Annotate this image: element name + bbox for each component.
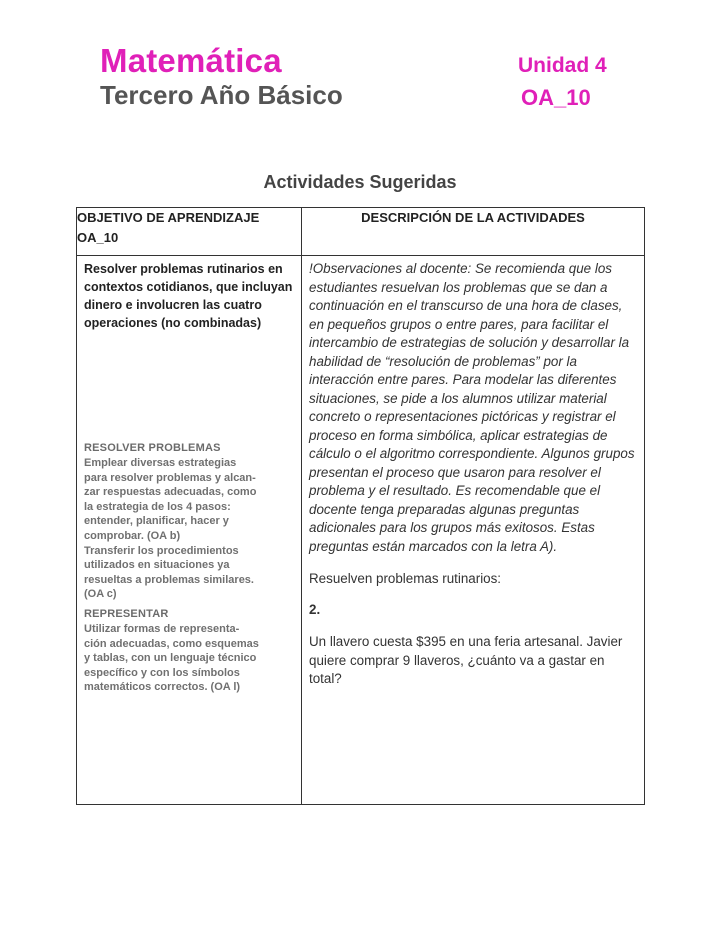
subject-title: Matemática	[100, 42, 282, 79]
skill-representar	[84, 606, 293, 695]
description-column-header: DESCRIPCIÓN DE LA ACTIVIDADES	[302, 208, 645, 256]
objective-cell	[77, 256, 302, 805]
skills-box	[77, 440, 301, 695]
skill-title: RESOLVER PROBLEMAS	[84, 442, 221, 454]
skill-text: Utilizar formas de representa- ción adecuadas, como esquemas y tablas, con un lenguaje técnico específico y con los símbolos matemáticos correctos. (OA l)	[84, 622, 259, 694]
problem-text: Un llavero cuesta $395 en una feria artesanal. Javier quiere comprar 9 llaveros, ¿cuánto va a gastar en total?	[309, 634, 623, 686]
grade-subtitle: Tercero Año Básico	[100, 80, 343, 110]
description-cell	[302, 256, 645, 805]
problem-number: 2.	[309, 602, 321, 617]
table-header-row	[77, 208, 645, 256]
unit-label: Unidad 4	[518, 54, 607, 77]
activities-table	[76, 207, 645, 805]
skill-resolver-problemas	[84, 440, 293, 602]
objective-column-header: OBJETIVO DE APRENDIZAJE OA_10	[77, 208, 302, 256]
teacher-observations: !Observaciones al docente: Se recomienda que los estudiantes resuelvan los problemas que se dan a continuación en el transcurso de una hora de clases, en pequeños grupos o entre pares, para facilitar el intercambio de estrategias de solución y desarrollar la habilidad de “resolución de problemas” por la interacción entre pares. Para modelar las diferentes situaciones, se pide a los alumnos utilizar material concreto o representaciones pictóricas y registrar el proceso en forma simbólica, aplicar estrategias de cálculo o el algoritmo correspondiente. Algunos grupos presentan el proceso que usaron para resolver el problema y el resultado. Es recomendable que el docente tenga preparadas algunas preguntas adicionales para los grupos más exitosos. Estas preguntas están marcados con la letra A).	[309, 261, 635, 554]
section-heading: Actividades Sugeridas	[263, 172, 457, 192]
objective-code: OA_10	[521, 85, 591, 110]
skill-text: Emplear diversas estrategias para resolver problemas y alcan- zar respuestas adecuadas, como la estrategia de los 4 pasos: entender, planificar, hacer y comprobar. (OA b) Transferir los procedimientos utilizados en situaciones ya resueltas a problemas similares. (OA c)	[84, 457, 257, 601]
activity-prompt: Resuelven problemas rutinarios:	[309, 571, 502, 586]
table-row	[77, 256, 645, 805]
objective-text: Resolver problemas rutinarios en contextos cotidianos, que incluyan dinero e involucren las cuatro operaciones (no combinadas)	[84, 262, 293, 330]
skill-title: REPRESENTAR	[84, 607, 169, 620]
